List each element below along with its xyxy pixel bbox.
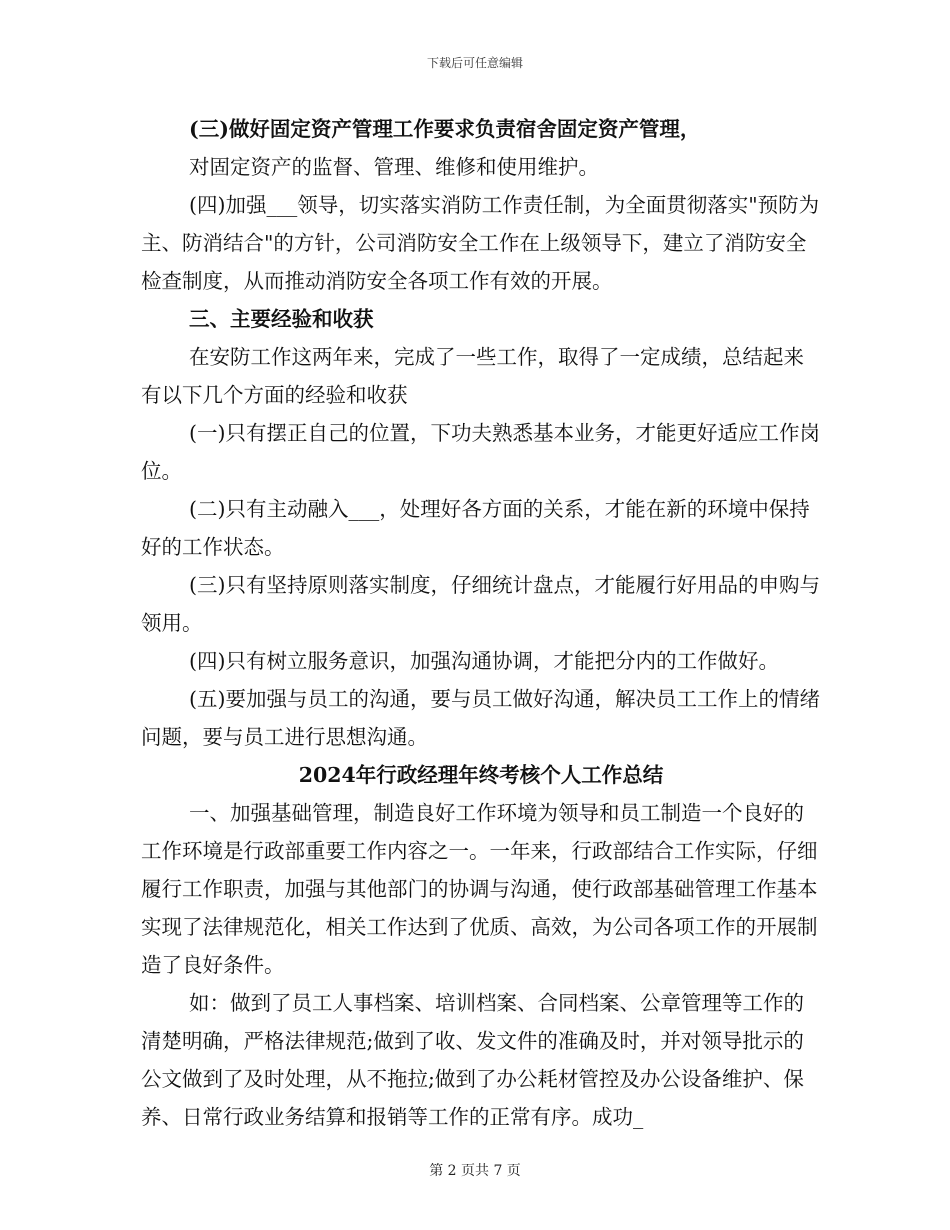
paragraph-experience-5: (五)要加强与员工的沟通，要与员工做好沟通，解决员工工作上的情绪问题，要与员工进行思想沟通。 [141, 687, 820, 749]
paragraph-experience-4: (四)只有树立服务意识，加强沟通协调，才能把分内的工作做好。 [189, 649, 779, 673]
paragraph-experience-1: (一)只有摆正自己的位置，下功夫熟悉基本业务，才能更好适应工作岗位。 [141, 421, 820, 483]
document-body [141, 110, 821, 1136]
document-title: 2024年行政经理年终考核个人工作总结 [298, 763, 664, 787]
paragraph-examples: 如：做到了员工人事档案、培训档案、合同档案、公章管理等工作的清楚明确，严格法律规范;做到了收、发文件的准确及时，并对领导批示的公文做到了及时处理，从不拖拉;做到了办公耗材管控及办公设备维护、保养、日常行政业务结算和报销等工作的正常有序。成功_ [141, 991, 804, 1129]
page-footer: 第 2 页共 7 页 [429, 1163, 521, 1179]
page-header: 下载后可任意编辑 [426, 56, 523, 70]
paragraph-experience-3: (三)只有坚持原则落实制度，仔细统计盘点，才能履行好用品的申购与领用。 [141, 573, 820, 635]
paragraph-experience-intro: 在安防工作这两年来，完成了一些工作，取得了一定成绩，总结起来有以下几个方面的经验和收获 [141, 345, 804, 407]
paragraph-fixed-assets-body: 对固定资产的监督、管理、维修和使用维护。 [189, 155, 599, 179]
section-heading-experience: 三、主要经验和收获 [189, 307, 374, 331]
paragraph-fire-safety: (四)加强___领导，切实落实消防工作责任制，为全面贯彻落实"预防为主、防消结合"的方针，公司消防安全工作在上级领导下，建立了消防安全检查制度，从而推动消防安全各项工作有效的开展。 [141, 193, 820, 293]
paragraph-fixed-assets-heading: (三)做好固定资产管理工作要求负责宿舍固定资产管理， [189, 117, 701, 141]
paragraph-experience-2: (二)只有主动融入___，处理好各方面的关系，才能在新的环境中保持好的工作状态。 [141, 497, 810, 559]
paragraph-basic-management: 一、加强基础管理，制造良好工作环境为领导和员工制造一个良好的工作环境是行政部重要工作内容之一。一年来，行政部结合工作实际，仔细履行工作职责，加强与其他部门的协调与沟通，使行政部基础管理工作基本实现了法律规范化，相关工作达到了优质、高效，为公司各项工作的开展制造了良好条件。 [141, 801, 818, 977]
